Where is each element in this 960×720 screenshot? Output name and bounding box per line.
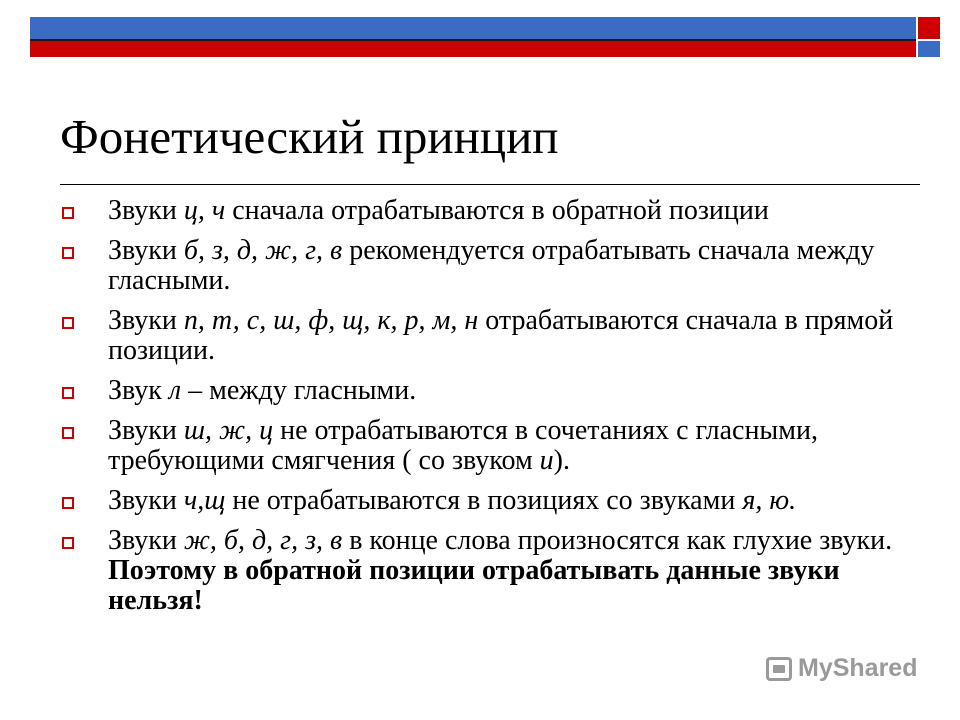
bullet-text-run: сначала отрабатываются в обратной позиции [225, 195, 769, 226]
bullet-text-run: Звуки [108, 485, 184, 516]
bullet-text-run: рекомендуется отрабатывать сначала между гласными. [108, 235, 875, 296]
bullet-text-run: отрабатываются сначала в прямой позиции. [108, 305, 894, 366]
square-bullet-icon [62, 497, 74, 509]
square-bullet-icon [62, 387, 74, 399]
header-decoration-bar [30, 17, 916, 57]
square-bullet-icon [62, 317, 74, 329]
bullet-text-run: не отрабатываются в сочетаниях с гласными, требующими смягчения ( со звуком [108, 415, 818, 476]
title-divider [60, 184, 920, 185]
bullet-text-run: я, ю. [742, 485, 797, 516]
bullet-text-run: ш, ж, ц [183, 415, 274, 446]
bullet-text-run: ц, ч [183, 195, 226, 226]
bullet-text-run: Звуки [108, 415, 184, 446]
bullet-item [60, 196, 920, 226]
bullet-text-run: б, з, д, ж, г, в [183, 235, 343, 266]
header-blue-stripe [30, 17, 916, 39]
bullet-text-run: – между гласными. [181, 375, 417, 406]
corner-red-square [918, 17, 940, 39]
bullet-text-run: ). [553, 445, 570, 476]
bullet-text-run: п, т, с, ш, ф, щ, к, р, м, н [183, 305, 479, 336]
bullet-text-run: ж, б, д, г, з, в [183, 525, 343, 556]
header-red-stripe [30, 39, 916, 57]
bullet-text-run: ч,щ [183, 485, 226, 516]
watermark-text: MyShared [798, 654, 918, 682]
bullet-item [60, 486, 920, 516]
bullet-text-run: Звуки [108, 195, 184, 226]
watermark [766, 654, 917, 683]
bullet-text-run: Звук [108, 375, 169, 406]
bullet-item [60, 376, 920, 406]
square-bullet-icon [62, 537, 74, 549]
bullet-text-run: в конце слова произносятся как глухие звуки. [342, 525, 893, 556]
bullet-text-run: Поэтому в обратной позиции отрабатывать данные звуки нельзя! [108, 555, 840, 616]
square-bullet-icon [62, 207, 74, 219]
bullet-text-run: не отрабатываются в позициях со звуками [225, 485, 743, 516]
bullet-text-run: Звуки [108, 305, 184, 336]
bullet-text-run: и [539, 445, 554, 476]
slide-title: Фонетический принцип [60, 109, 559, 164]
myshared-logo-icon [766, 657, 792, 681]
bullet-list [60, 196, 920, 626]
bullet-item [60, 416, 920, 476]
square-bullet-icon [62, 427, 74, 439]
corner-blue-square [918, 41, 940, 57]
bullet-item [60, 236, 920, 296]
bullet-text-run: Звуки [108, 525, 184, 556]
bullet-item [60, 306, 920, 366]
square-bullet-icon [62, 247, 74, 259]
bullet-text-run: Звуки [108, 235, 184, 266]
bullet-item [60, 526, 920, 616]
bullet-text-run: л [168, 375, 182, 406]
